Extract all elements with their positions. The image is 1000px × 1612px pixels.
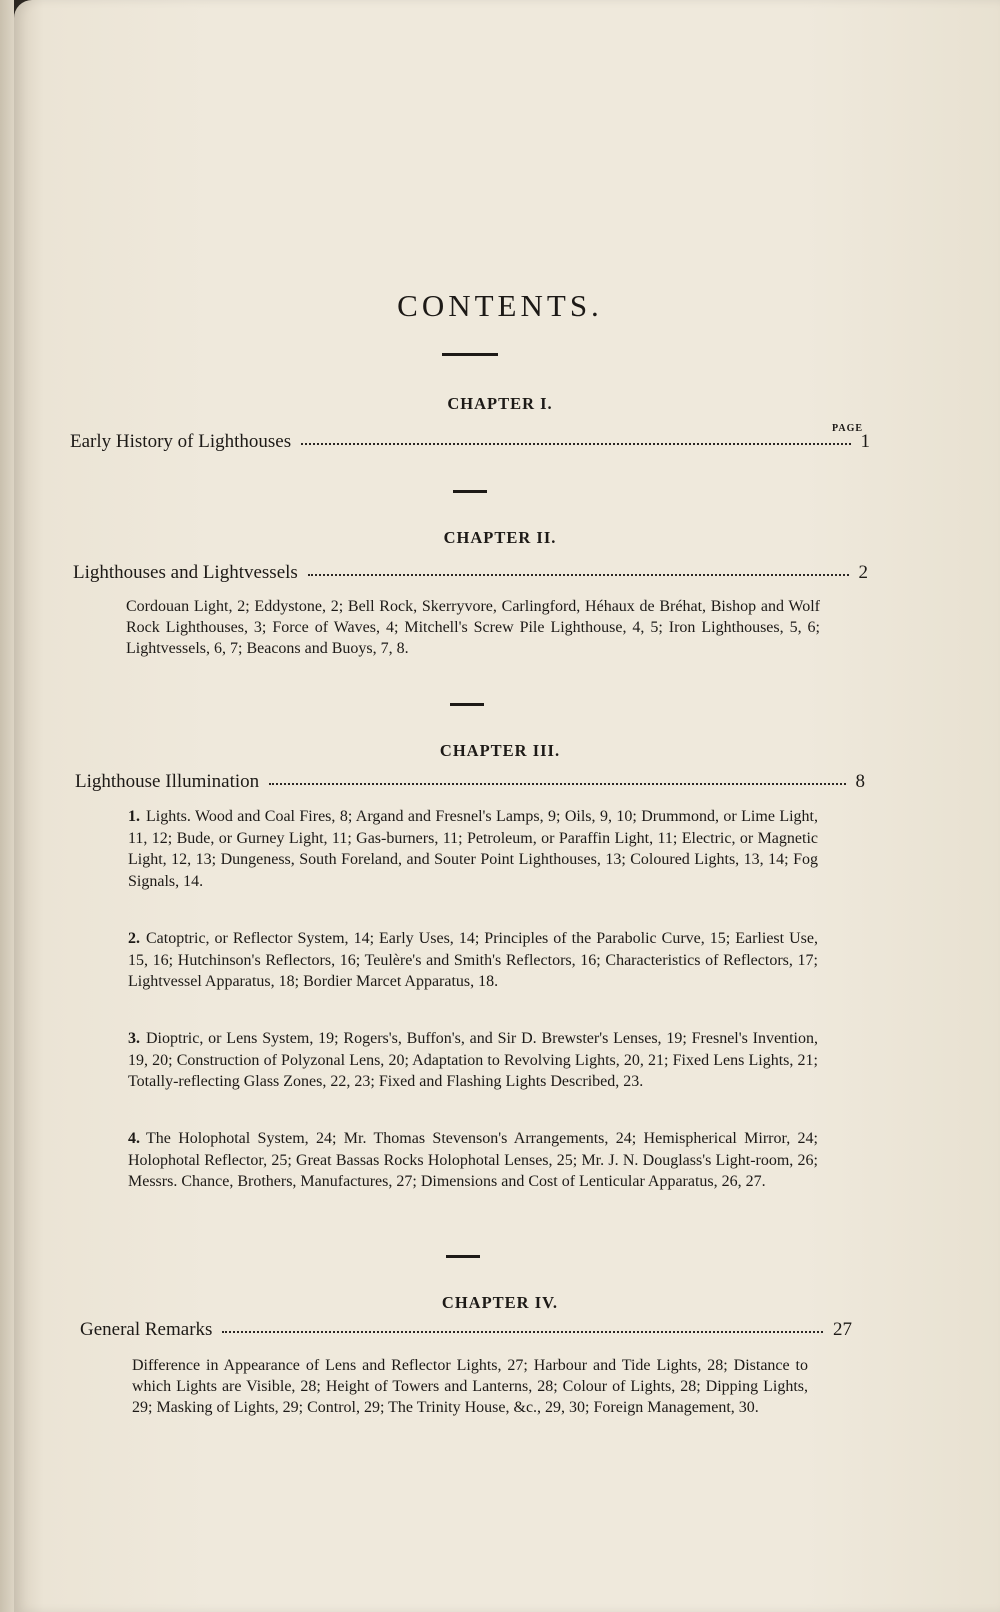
item-number: 2. <box>128 930 140 947</box>
chapter-2-page-number: 2 <box>858 562 868 583</box>
item-text: Lights. Wood and Coal Fires, 8; Argand and Fresnel's Lamps, 9; Oils, 9, 10; Drummond, or Lime Light, 11, 12; Bude, or Gurney Light, 11; Gas-burners, 11; Petroleum, or Paraffin Light, 11; Electric, or Magnetic Light, 12, 13; Dungeness, South Foreland, and Souter Point Lighthouses, 13; Coloured Lights, 13, 14; Fog Signals, 14. <box>128 808 818 890</box>
chapter-4-description: Difference in Appearance of Lens and Reflector Lights, 27; Harbour and Tide Lights, 28; Distance to which Lights are Visible, 28; Height of Towers and Lanterns, 28; Colour of Lights, 28; Dipping Lights, 29; Masking of Lights, 29; Control, 29; The Trinity House, &c., 29, 30; Foreign Management, 30. <box>132 1357 808 1416</box>
chapter-1-entry-title: Early History of Lighthouses <box>70 431 292 452</box>
chapter-4-entry-title: General Remarks <box>80 1319 213 1340</box>
dot-leader <box>308 573 849 576</box>
item-text: Catoptric, or Reflector System, 14; Early Uses, 14; Principles of the Parabolic Curve, 15; Earliest Use, 15, 16; Hutchinson's Reflectors, 16; Teulère's and Smith's Reflectors, 16; Characteristics of Reflectors, 17; Lightvessel Apparatus, 18; Bordier Marcet Apparatus, 18. <box>128 930 818 990</box>
chapter-3-entry-title: Lighthouse Illumination <box>75 771 260 792</box>
chapter-1-heading: CHAPTER I. <box>447 394 553 413</box>
chapter-3-item-2 <box>128 928 818 993</box>
item-text: Dioptric, or Lens System, 19; Rogers's, Buffon's, and Sir D. Brewster's Lenses, 19; Fresnel's Invention, 19, 20; Construction of Polyzonal Lens, 20; Adaptation to Revolving Lights, 20, 21; Fixed Lens Lights, 21; Totally-reflecting Glass Zones, 22, 23; Fixed and Flashing Lights Described, 23. <box>128 1030 818 1090</box>
chapter-1-page-number: 1 <box>860 431 870 452</box>
chapter-4-heading: CHAPTER IV. <box>441 1293 559 1312</box>
chapter-4-entry <box>80 1319 852 1341</box>
chapter-2-heading: CHAPTER II. <box>443 528 557 547</box>
dot-leader <box>222 1330 823 1333</box>
item-number: 3. <box>128 1030 140 1047</box>
dot-leader <box>269 782 845 785</box>
page-column-label: PAGE <box>832 423 864 434</box>
chapter-2-description: Cordouan Light, 2; Eddystone, 2; Bell Rock, Skerryvore, Carlingford, Héhaux de Bréhat, Bishop and Wolf Rock Lighthouses, 3; Force of Waves, 4; Mitchell's Screw Pile Lighthouse, 4, 5; Iron Lighthouses, 5, 6; Lightvessels, 6, 7; Beacons and Buoys, 7, 8. <box>126 598 820 657</box>
page-title: CONTENTS. <box>397 288 603 323</box>
chapter-4-page-number: 27 <box>833 1319 852 1340</box>
chapter-3-page-number: 8 <box>855 771 865 792</box>
chapter-3-item-1 <box>128 806 818 892</box>
dot-leader <box>301 442 850 445</box>
title-rule <box>442 353 498 356</box>
book-spine-edge <box>0 0 14 1612</box>
chapter-3-item-4 <box>128 1128 818 1193</box>
chapter-3-item-3 <box>128 1028 818 1093</box>
item-text: The Holophotal System, 24; Mr. Thomas Stevenson's Arrangements, 24; Hemispherical Mirror, 24; Holophotal Reflector, 25; Great Bassas Rocks Holophotal Lenses, 25; Mr. J. N. Douglass's Light-room, 26; Messrs. Chance, Brothers, Manufactures, 27; Dimensions and Cost of Lenticular Apparatus, 26, 27. <box>128 1130 818 1190</box>
chapter-2-entry <box>73 562 868 584</box>
item-number: 4. <box>128 1130 140 1147</box>
item-number: 1. <box>128 808 140 825</box>
chapter-divider <box>446 1255 480 1258</box>
chapter-3-entry <box>75 771 865 793</box>
chapter-divider <box>450 703 484 706</box>
chapter-divider <box>453 490 487 493</box>
chapter-2-entry-title: Lighthouses and Lightvessels <box>73 562 298 583</box>
chapter-1-entry <box>70 431 870 453</box>
chapter-3-heading: CHAPTER III. <box>439 741 561 760</box>
